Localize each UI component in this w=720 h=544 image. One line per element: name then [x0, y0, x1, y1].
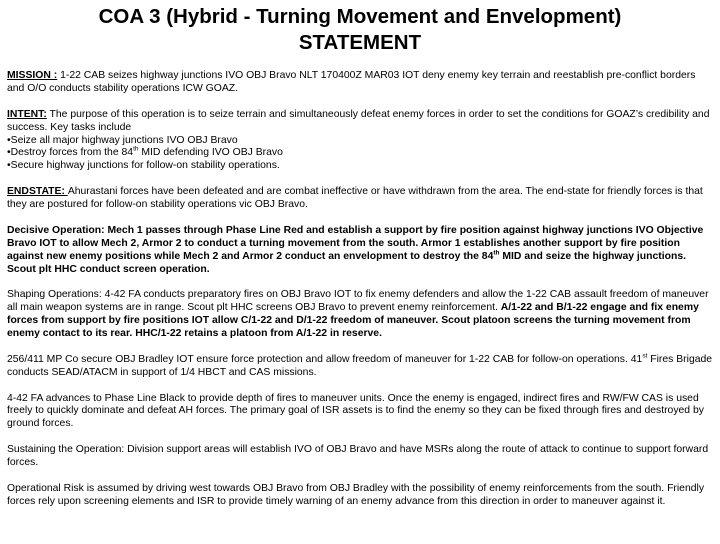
shaping-operations-paragraph: Shaping Operations: 4-42 FA conducts preparatory fires on OBJ Bravo IOT to fix enemy defenders and allow the 1-22 CAB assault freedom of maneuver all main weapon systems are in range. Scout plt HHC screens OBJ Bravo to prevent enemy reinforcement. A/1-22 and B/1-22 engage and fix enemy forces from support by fire positions IOT allow C/1-22 and D/1-22 freedom of maneuver. Scout platoon screens the turning movement from enemy contact to its rear. HHC/1-22 retains a platoon from A/1-22 in reserve. — [7, 289, 709, 340]
statement-body — [7, 70, 715, 522]
endstate-paragraph — [7, 186, 715, 212]
sustaining-paragraph: Sustaining the Operation: Division support areas will establish IVO of OBJ Bravo and have MSRs along the route of attack to continue to support forward forces. — [7, 444, 709, 469]
mission-label: MISSION : — [7, 70, 58, 81]
endstate-text: Ahurastani forces have been defeated and are combat ineffective or have withdrawn from the area. The end-state for friendly forces is that they are postured for follow-on stability operations vic OBJ Bravo. — [7, 186, 703, 211]
title-line-2: STATEMENT — [298, 31, 422, 54]
decisive-operation-paragraph: Decisive Operation: Mech 1 passes through Phase Line Red and establish a support by fire position against highway junctions IVO Objective Bravo IOT to allow Mech 2, Armor 2 to conduct a turning movement from the south. Armor 1 establishes another support by fire position against new enemy positions while Mech 2 and Armor 2 conduct an envelopment to destroy the 84th MID and seize the highway junctions. Scout plt HHC conduct screen operation. — [7, 224, 704, 275]
mp-paragraph: 256/411 MP Co secure OBJ Bradley IOT ensure force protection and allow freedom of maneuver for 1-22 CAB for follow-on operations. 41st Fires Brigade conducts SEAD/ATACM in support of 1/4 HBCT and CAS missions. — [7, 352, 713, 378]
intent-text: The purpose of this operation is to seize terrain and simultaneously defeat enemy forces in order to set the conditions for GOAZ’s credibility and success. Key tasks include — [7, 108, 710, 133]
mission-paragraph — [7, 70, 715, 96]
intent-paragraph — [7, 109, 715, 174]
intent-label: INTENT: — [7, 108, 47, 120]
endstate-label: ENDSTATE: — [7, 186, 68, 198]
key-task-3: •Secure highway junctions for follow-on stability operations. — [7, 160, 280, 172]
fa-paragraph: 4-42 FA advances to Phase Line Black to provide depth of fires to maneuver units. Once the enemy is engaged, indirect fires and RW/FW CAS is used freely to quickly dominate and defeat AH forces. The primary goal of ISR assets is to find the enemy so they can be fixed through fires and destroyed by ground forces. — [7, 392, 704, 430]
key-task-2: •Destroy forces from the 84th MID defending IVO OBJ Bravo — [7, 145, 283, 159]
operational-risk-paragraph: Operational Risk is assumed by driving west towards OBJ Bravo from OBJ Bradley with the possibility of enemy reinforcements from the south. Friendly forces rely upon screening elements and ISR to provide timely warning of an enemy advance from this direction in order to maneuver against it. — [7, 482, 705, 507]
slide-title — [6, 4, 714, 56]
mission-text: 1-22 CAB seizes highway junctions IVO OBJ Bravo NLT 170400Z MAR03 IOT deny enemy key terrain and reestablish pre-conflict borders and O/O conducts stability operations ICW GOAZ. — [7, 70, 696, 94]
key-task-1: •Seize all major highway junctions IVO OBJ Bravo — [7, 134, 238, 146]
title-line-1: COA 3 (Hybrid - Turning Movement and Envelopment) — [98, 5, 622, 28]
